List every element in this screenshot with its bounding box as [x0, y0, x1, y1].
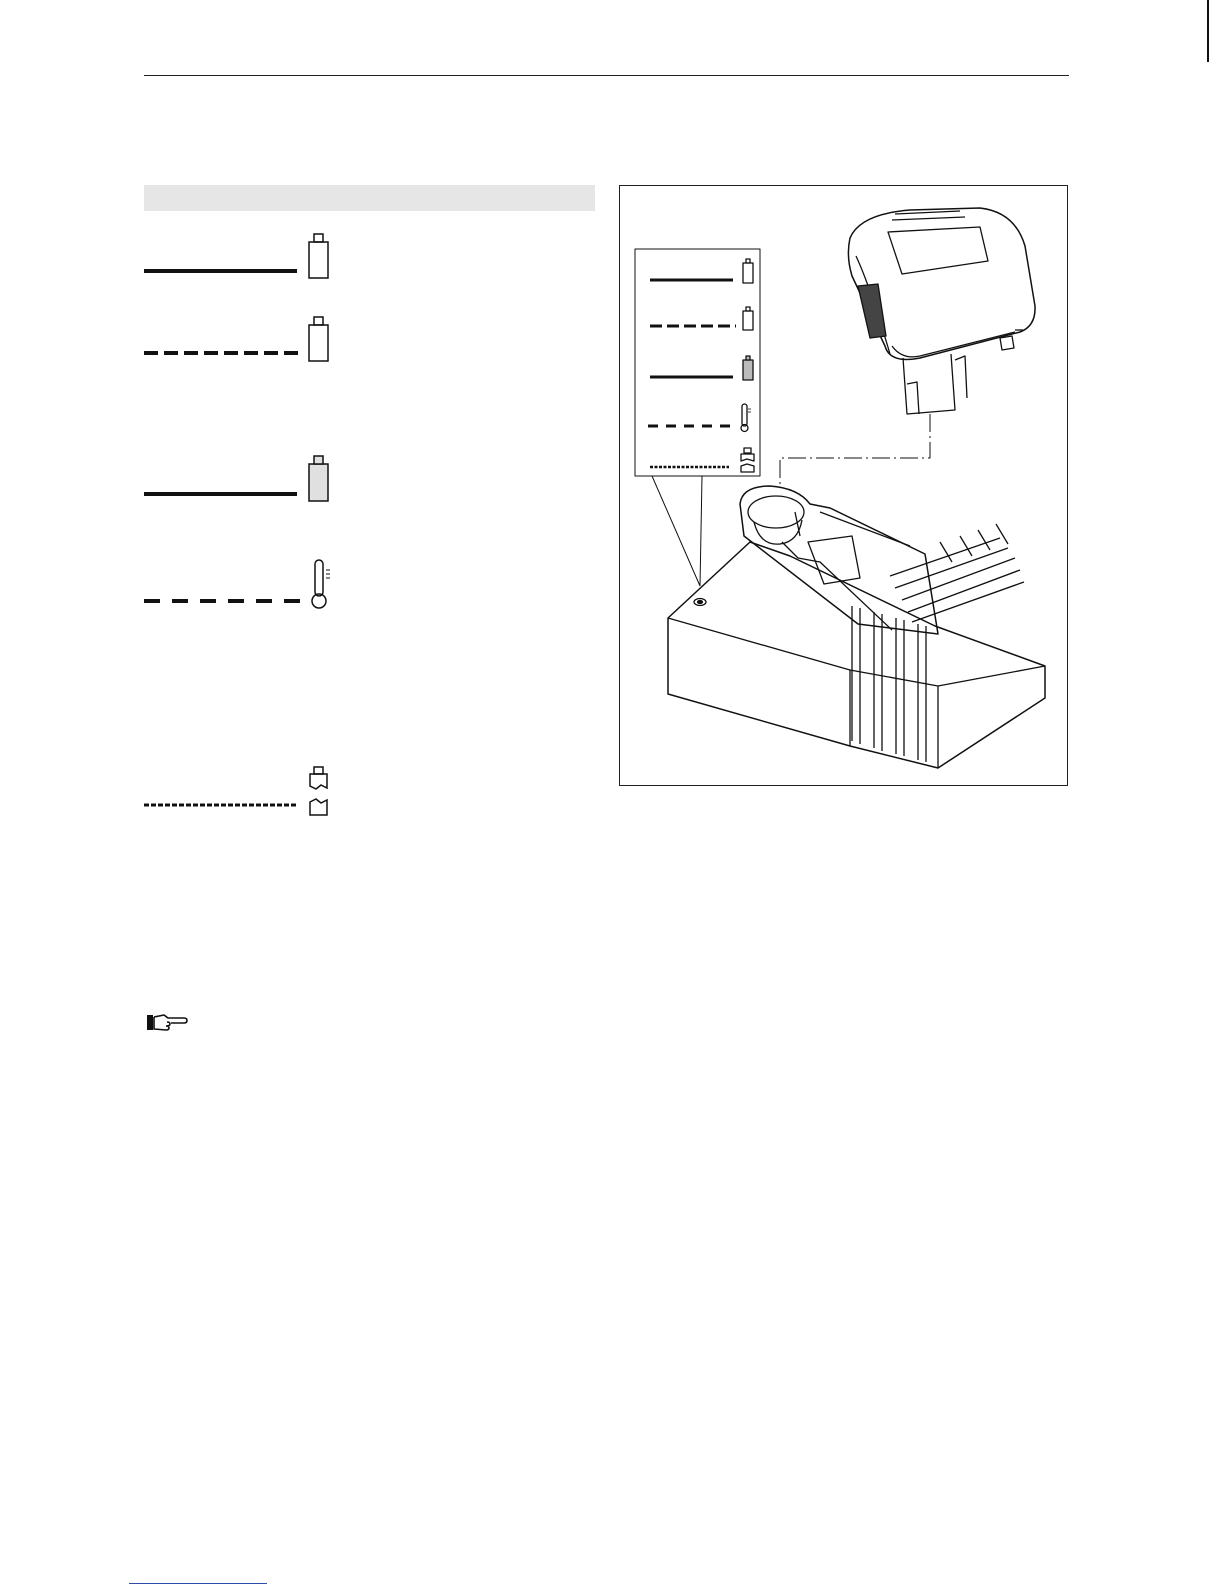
charger-base-icon [668, 486, 1045, 768]
charger-figure [619, 185, 1068, 786]
battery-broken-icon [310, 767, 327, 815]
page-edge-line [1207, 0, 1209, 62]
legend-row-charging [140, 228, 340, 288]
legend-row-fast-charging [140, 313, 340, 373]
battery-empty-icon [309, 234, 328, 278]
battery-empty-icon [309, 317, 328, 361]
indicator-panel-icon [635, 249, 760, 476]
battery-charger-illustration [620, 186, 1066, 784]
thermometer-icon [312, 560, 330, 608]
section-banner [144, 185, 595, 211]
battery-full-icon [309, 456, 328, 501]
legend-row-charged [140, 453, 340, 513]
legend-row-defective [140, 762, 340, 822]
header-rule [144, 75, 1069, 76]
pointing-hand-icon [146, 1012, 190, 1034]
legend-row-temperature [140, 556, 360, 616]
battery-pack-icon [848, 208, 1035, 414]
